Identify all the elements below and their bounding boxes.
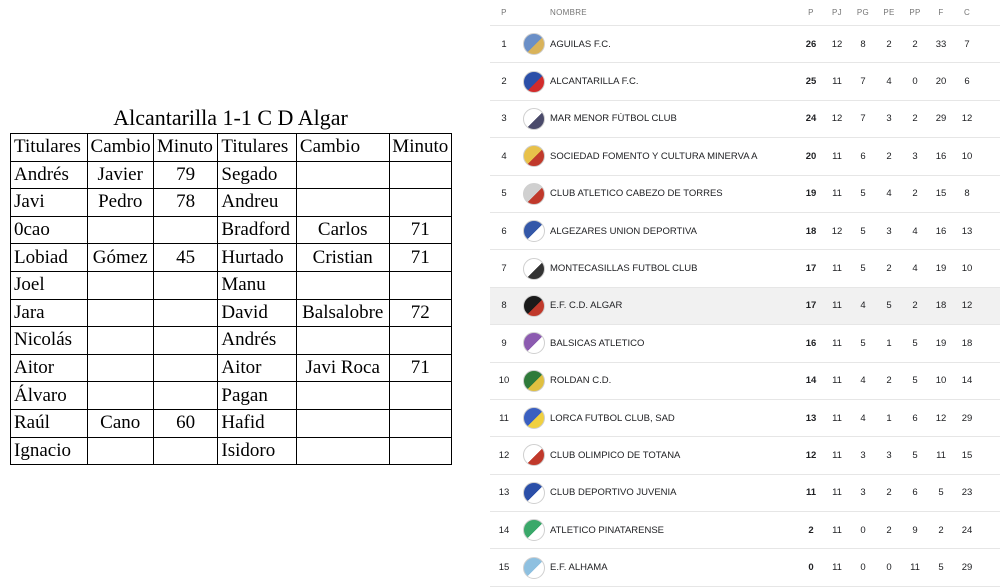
team-name[interactable]: ALCANTARILLA F.C. [550, 76, 639, 88]
team-name[interactable]: SOCIEDAD FOMENTO Y CULTURA MINERVA A [550, 150, 758, 162]
team-drawn: 3 [886, 225, 892, 237]
away-minute-cell [389, 382, 451, 410]
team-position: 11 [499, 412, 509, 424]
home-starter-cell: Ignacio [11, 437, 88, 465]
home-minute-cell [153, 216, 217, 244]
team-drawn: 2 [886, 487, 892, 499]
header-lost: PP [909, 8, 921, 17]
standings-row[interactable] [490, 26, 1000, 63]
home-starter-cell: Jara [11, 299, 88, 327]
team-points: 25 [805, 76, 817, 88]
team-goals-against: 29 [961, 412, 973, 424]
away-starter-cell: Bradford [218, 216, 297, 244]
team-position: 3 [501, 113, 507, 125]
home-minute-cell [153, 382, 217, 410]
team-name[interactable]: CLUB DEPORTIVO JUVENIA [550, 487, 677, 499]
home-sub-cell [87, 382, 153, 410]
team-goals-against: 10 [961, 263, 973, 275]
team-points: 2 [808, 524, 814, 536]
lineup-row [11, 216, 452, 244]
team-drawn: 3 [886, 449, 892, 461]
team-played: 11 [832, 375, 842, 387]
team-won: 4 [860, 412, 866, 424]
standings-row[interactable] [490, 475, 1000, 512]
team-won: 5 [860, 263, 866, 275]
away-minute-cell: 72 [389, 299, 451, 327]
home-sub-cell: Pedro [87, 189, 153, 217]
away-sub-cell [296, 437, 389, 465]
team-goals-for: 33 [935, 38, 947, 50]
away-minute-cell [389, 327, 451, 355]
home-minute-cell [153, 299, 217, 327]
home-sub-cell [87, 354, 153, 382]
team-points: 11 [805, 487, 817, 499]
team-lost: 2 [912, 188, 918, 200]
team-position: 5 [501, 188, 507, 200]
header-cambio-away: Cambio [296, 134, 389, 162]
team-lost: 2 [912, 38, 918, 50]
team-goals-for: 11 [936, 449, 946, 461]
team-points: 19 [805, 188, 817, 200]
header-goals-against: C [963, 8, 971, 17]
team-points: 13 [805, 412, 817, 424]
home-minute-cell: 78 [153, 189, 217, 217]
away-minute-cell: 71 [389, 216, 451, 244]
team-goals-for: 16 [935, 150, 947, 162]
away-starter-cell: Aitor [218, 354, 297, 382]
team-crest-icon [523, 519, 545, 541]
away-starter-cell: Manu [218, 271, 297, 299]
lineup-header-row [11, 134, 452, 162]
team-drawn: 2 [886, 150, 892, 162]
team-crest-icon [523, 258, 545, 280]
team-points: 16 [805, 337, 817, 349]
home-sub-cell [87, 437, 153, 465]
home-minute-cell: 60 [153, 409, 217, 437]
team-won: 3 [860, 487, 866, 499]
team-goals-against: 8 [964, 188, 970, 200]
home-starter-cell: 0cao [11, 216, 88, 244]
team-name[interactable]: MONTECASILLAS FUTBOL CLUB [550, 263, 698, 275]
team-name[interactable]: MAR MENOR FÚTBOL CLUB [550, 113, 677, 125]
team-played: 11 [832, 412, 842, 424]
home-sub-cell [87, 327, 153, 355]
standings-row[interactable] [490, 138, 1000, 175]
standings-row[interactable] [490, 549, 1000, 586]
team-goals-for: 16 [935, 225, 947, 237]
team-lost: 9 [912, 524, 918, 536]
away-minute-cell [389, 161, 451, 189]
home-minute-cell [153, 271, 217, 299]
team-played: 12 [831, 113, 843, 125]
team-crest-icon [523, 482, 545, 504]
away-starter-cell: Hafid [218, 409, 297, 437]
team-goals-for: 29 [935, 113, 947, 125]
team-goals-for: 18 [935, 300, 947, 312]
home-minute-cell [153, 354, 217, 382]
team-played: 11 [832, 524, 842, 536]
team-lost: 0 [912, 76, 918, 88]
team-won: 7 [860, 76, 866, 88]
standings-header [490, 0, 1000, 26]
team-lost: 2 [912, 300, 918, 312]
team-points: 0 [808, 562, 814, 574]
header-position: P [501, 8, 507, 17]
team-goals-against: 10 [961, 150, 973, 162]
standings-row[interactable] [490, 101, 1000, 138]
team-drawn: 0 [886, 562, 892, 574]
team-name[interactable]: ATLETICO PINATARENSE [550, 524, 665, 536]
team-won: 5 [860, 188, 866, 200]
team-goals-against: 18 [961, 337, 973, 349]
standings-row[interactable] [490, 250, 1000, 287]
lineup-row [11, 271, 452, 299]
away-sub-cell: Balsalobre [296, 299, 389, 327]
team-drawn: 2 [886, 38, 892, 50]
team-won: 4 [860, 300, 866, 312]
team-lost: 5 [912, 449, 918, 461]
home-starter-cell: Javi [11, 189, 88, 217]
lineup-row [11, 299, 452, 327]
team-goals-for: 5 [938, 487, 944, 499]
away-sub-cell [296, 189, 389, 217]
home-sub-cell: Cano [87, 409, 153, 437]
team-crest-icon [523, 332, 545, 354]
team-position: 14 [498, 524, 510, 536]
team-name[interactable]: BALSICAS ATLETICO [550, 337, 645, 349]
team-played: 12 [831, 38, 843, 50]
team-crest-icon [523, 220, 545, 242]
team-position: 2 [501, 76, 507, 88]
team-goals-for: 5 [938, 562, 944, 574]
team-name[interactable]: E.F. ALHAMA [550, 562, 608, 574]
team-position: 8 [501, 300, 507, 312]
team-position: 1 [501, 38, 507, 50]
header-minuto-home: Minuto [153, 134, 217, 162]
standings-row[interactable] [490, 512, 1000, 549]
header-name: NOMBRE [550, 8, 587, 17]
team-drawn: 3 [886, 113, 892, 125]
team-lost: 3 [912, 150, 918, 162]
team-lost: 5 [912, 337, 918, 349]
team-won: 5 [860, 225, 866, 237]
team-won: 0 [860, 562, 866, 574]
team-crest-icon [523, 444, 545, 466]
team-goals-for: 15 [935, 188, 947, 200]
home-starter-cell: Álvaro [11, 382, 88, 410]
home-starter-cell: Aitor [11, 354, 88, 382]
team-played: 11 [832, 76, 842, 88]
header-points: P [808, 8, 814, 17]
team-played: 12 [831, 225, 843, 237]
team-position: 4 [501, 150, 507, 162]
header-cambio-home: Cambio [87, 134, 153, 162]
team-points: 20 [805, 150, 817, 162]
team-drawn: 2 [886, 375, 892, 387]
team-position: 13 [498, 487, 510, 499]
lineup-row [11, 161, 452, 189]
team-lost: 5 [912, 375, 918, 387]
team-goals-against: 7 [964, 38, 970, 50]
standings-row[interactable] [490, 400, 1000, 437]
home-sub-cell: Javier [87, 161, 153, 189]
team-lost: 6 [912, 412, 918, 424]
team-drawn: 4 [886, 188, 892, 200]
team-goals-for: 2 [938, 524, 944, 536]
team-position: 15 [498, 562, 510, 574]
home-starter-cell: Lobiad [11, 244, 88, 272]
team-crest-icon [523, 108, 545, 130]
away-minute-cell [389, 271, 451, 299]
team-points: 17 [805, 263, 817, 275]
away-sub-cell [296, 409, 389, 437]
away-sub-cell [296, 327, 389, 355]
header-drawn: PE [883, 8, 895, 17]
team-goals-for: 12 [935, 412, 947, 424]
team-played: 11 [832, 487, 842, 499]
away-starter-cell: Hurtado [218, 244, 297, 272]
team-name[interactable]: E.F. C.D. ALGAR [550, 300, 623, 312]
team-drawn: 1 [886, 412, 892, 424]
team-name[interactable]: CLUB ATLETICO CABEZO DE TORRES [550, 188, 723, 200]
team-played: 11 [832, 263, 842, 275]
team-name[interactable]: ALGEZARES UNION DEPORTIVA [550, 225, 697, 237]
team-position: 12 [498, 449, 510, 461]
team-crest-icon [523, 145, 545, 167]
team-goals-against: 29 [961, 562, 973, 574]
team-goals-for: 19 [935, 337, 947, 349]
away-minute-cell [389, 189, 451, 217]
header-goals-for: F [938, 8, 944, 17]
team-goals-against: 15 [961, 449, 973, 461]
standings-table [490, 0, 1000, 580]
lineup-row [11, 354, 452, 382]
team-played: 11 [832, 150, 842, 162]
team-crest-icon [523, 71, 545, 93]
team-drawn: 5 [886, 300, 892, 312]
home-starter-cell: Nicolás [11, 327, 88, 355]
team-position: 9 [501, 337, 507, 349]
team-won: 7 [860, 113, 866, 125]
header-played: PJ [832, 8, 842, 17]
away-starter-cell: David [218, 299, 297, 327]
team-points: 26 [805, 38, 817, 50]
team-played: 11 [832, 300, 842, 312]
header-won: PG [856, 8, 870, 17]
away-minute-cell: 71 [389, 244, 451, 272]
match-title: Alcantarilla 1-1 C D Algar [113, 105, 348, 130]
home-minute-cell [153, 327, 217, 355]
lineup-row [11, 437, 452, 465]
away-starter-cell: Andrés [218, 327, 297, 355]
standings-row[interactable] [490, 363, 1000, 400]
team-played: 11 [832, 449, 842, 461]
home-minute-cell: 45 [153, 244, 217, 272]
team-crest-icon [523, 295, 545, 317]
home-sub-cell: Gómez [87, 244, 153, 272]
team-points: 17 [805, 300, 817, 312]
away-starter-cell: Isidoro [218, 437, 297, 465]
lineup-row [11, 189, 452, 217]
team-name[interactable]: AGUILAS F.C. [550, 38, 611, 50]
standings-row[interactable] [490, 288, 1000, 325]
header-minuto-away: Minuto [389, 134, 451, 162]
away-minute-cell: 71 [389, 354, 451, 382]
team-goals-against: 14 [961, 375, 973, 387]
team-played: 11 [832, 188, 842, 200]
team-points: 14 [805, 375, 817, 387]
lineup-row [11, 382, 452, 410]
team-crest-icon [523, 557, 545, 579]
team-points: 24 [805, 113, 817, 125]
team-goals-against: 12 [961, 300, 973, 312]
standings-row[interactable] [490, 437, 1000, 474]
away-sub-cell: Javi Roca [296, 354, 389, 382]
team-won: 5 [860, 337, 866, 349]
team-won: 8 [860, 38, 866, 50]
team-drawn: 2 [886, 524, 892, 536]
team-goals-for: 10 [935, 375, 947, 387]
team-position: 6 [501, 225, 507, 237]
team-drawn: 4 [886, 76, 892, 88]
team-lost: 4 [912, 263, 918, 275]
standings-row[interactable] [490, 325, 1000, 362]
away-sub-cell [296, 271, 389, 299]
standings-row[interactable] [490, 176, 1000, 213]
home-minute-cell: 79 [153, 161, 217, 189]
away-starter-cell: Andreu [218, 189, 297, 217]
team-goals-against: 13 [961, 225, 973, 237]
team-lost: 11 [910, 562, 920, 574]
header-titulares-home: Titulares [11, 134, 88, 162]
standings-row[interactable] [490, 63, 1000, 100]
team-won: 4 [860, 375, 866, 387]
team-position: 7 [501, 263, 507, 275]
team-points: 18 [805, 225, 817, 237]
team-name[interactable]: CLUB OLIMPICO DE TOTANA [550, 449, 681, 461]
team-drawn: 1 [886, 337, 892, 349]
home-sub-cell [87, 299, 153, 327]
team-drawn: 2 [886, 263, 892, 275]
away-sub-cell [296, 382, 389, 410]
away-minute-cell [389, 437, 451, 465]
standings-row[interactable] [490, 213, 1000, 250]
team-lost: 4 [912, 225, 918, 237]
team-goals-for: 20 [935, 76, 947, 88]
home-starter-cell: Andrés [11, 161, 88, 189]
team-lost: 6 [912, 487, 918, 499]
away-sub-cell: Cristian [296, 244, 389, 272]
home-minute-cell [153, 437, 217, 465]
away-starter-cell: Pagan [218, 382, 297, 410]
lineup-row [11, 409, 452, 437]
team-played: 11 [832, 337, 842, 349]
team-won: 6 [860, 150, 866, 162]
team-points: 12 [805, 449, 817, 461]
lineup-row [11, 327, 452, 355]
away-minute-cell [389, 409, 451, 437]
team-lost: 2 [912, 113, 918, 125]
home-starter-cell: Raúl [11, 409, 88, 437]
home-sub-cell [87, 216, 153, 244]
team-crest-icon [523, 407, 545, 429]
home-sub-cell [87, 271, 153, 299]
home-starter-cell: Joel [11, 271, 88, 299]
team-won: 0 [860, 524, 866, 536]
away-sub-cell [296, 161, 389, 189]
team-goals-against: 12 [961, 113, 973, 125]
away-starter-cell: Segado [218, 161, 297, 189]
team-name[interactable]: LORCA FUTBOL CLUB, SAD [550, 412, 675, 424]
team-position: 10 [498, 375, 510, 387]
team-goals-against: 23 [961, 487, 973, 499]
team-crest-icon [523, 33, 545, 55]
team-crest-icon [523, 183, 545, 205]
team-name[interactable]: ROLDAN C.D. [550, 375, 612, 387]
header-titulares-away: Titulares [218, 134, 297, 162]
lineup-row [11, 244, 452, 272]
team-won: 3 [860, 449, 866, 461]
team-goals-against: 6 [964, 76, 970, 88]
team-crest-icon [523, 370, 545, 392]
team-played: 11 [832, 562, 842, 574]
away-sub-cell: Carlos [296, 216, 389, 244]
team-goals-against: 24 [961, 524, 973, 536]
lineup-table [10, 133, 452, 465]
team-goals-for: 19 [935, 263, 947, 275]
